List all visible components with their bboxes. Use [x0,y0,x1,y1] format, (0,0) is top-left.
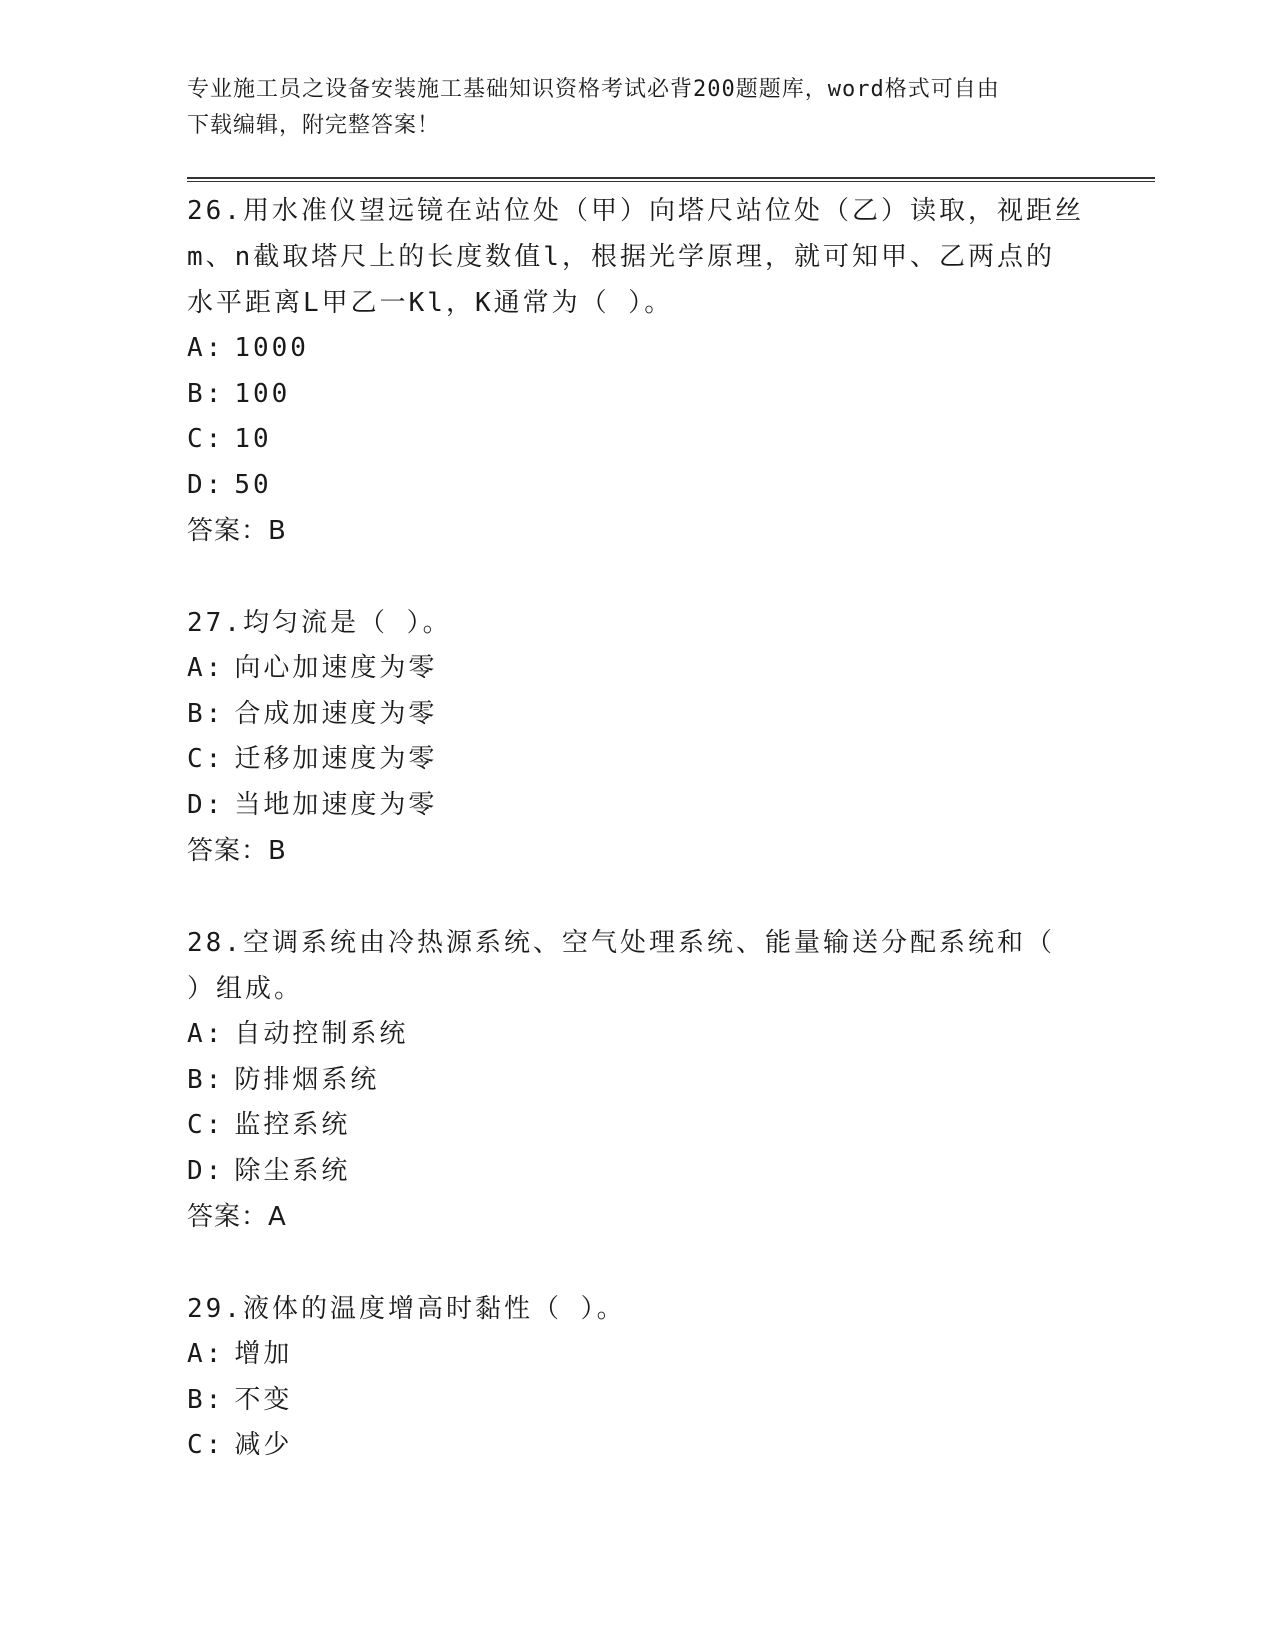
option-letter: D: [187,469,225,500]
option-letter: B: [187,378,225,409]
option-text: 合成加速度为零 [234,698,438,729]
option-text: 减少 [234,1430,293,1460]
option-letter: D: [187,789,225,820]
option-c [187,1103,1087,1149]
option-letter: B: [187,1384,225,1415]
question-stem-line: ）组成。 [187,974,304,1004]
option-d [187,463,1087,509]
intro-line-2: 下载编辑，附完整答案！ [187,113,441,138]
option-letter: C: [187,1430,225,1460]
option-letter: B: [187,698,225,729]
option-letter: A: [187,653,225,683]
option-letter: B: [187,1064,225,1095]
question-27 [187,600,1087,874]
option-d [187,1149,1087,1195]
document-intro [187,72,1087,144]
option-letter: D: [187,1155,225,1186]
option-text: 50 [234,469,272,500]
answer-line: 答案：B [187,836,287,866]
question-26 [187,188,1087,554]
option-text: 10 [234,424,272,454]
option-letter: A: [187,1019,225,1049]
option-d [187,783,1087,829]
header-divider-thin [187,181,1155,182]
option-text: 迁移加速度为零 [234,744,438,774]
header-divider-thick [187,177,1155,179]
option-text: 监控系统 [234,1110,351,1140]
option-text: 1000 [234,333,309,363]
option-b [187,692,1087,738]
option-text: 不变 [234,1384,293,1415]
question-stem-line: 28.空调系统由冷热源系统、空气处理系统、能量输送分配系统和（ [187,928,1055,958]
option-a [187,1012,1087,1058]
option-text: 向心加速度为零 [234,653,438,683]
option-b [187,1378,1087,1424]
option-c [187,1423,1087,1469]
option-a [187,646,1087,692]
question-stem-line: 29.液体的温度增高时黏性（ ）。 [187,1294,626,1324]
question-28 [187,920,1087,1240]
question-stem-line: m、n截取塔尺上的长度数值l，根据光学原理，就可知甲、乙两点的 [187,242,1055,272]
option-text: 除尘系统 [234,1155,351,1186]
option-letter: C: [187,424,225,454]
option-letter: A: [187,1339,225,1369]
option-a [187,1332,1087,1378]
option-text: 自动控制系统 [234,1019,409,1049]
answer-line: 答案：B [187,516,287,546]
option-text: 100 [234,378,291,409]
question-list [187,188,1087,1515]
option-a [187,326,1087,372]
question-stem-line: 水平距离L甲乙一Kl，K通常为（ ）。 [187,288,674,318]
intro-line-1: 专业施工员之设备安装施工基础知识资格考试必背200题题库，word格式可自由 [187,77,1000,102]
option-letter: C: [187,1110,225,1140]
option-b [187,372,1087,418]
answer-line: 答案：A [187,1202,287,1232]
question-stem-line: 27.均匀流是（ ）。 [187,608,452,638]
option-text: 当地加速度为零 [234,789,438,820]
option-text: 增加 [234,1339,293,1369]
option-b [187,1058,1087,1104]
option-letter: C: [187,744,225,774]
option-text: 防排烟系统 [234,1064,380,1095]
question-stem-line: 26.用水准仪望远镜在站位处（甲）向塔尺站位处（乙）读取，视距丝 [187,196,1084,226]
option-c [187,737,1087,783]
option-letter: A: [187,333,225,363]
question-29 [187,1286,1087,1469]
option-c [187,417,1087,463]
